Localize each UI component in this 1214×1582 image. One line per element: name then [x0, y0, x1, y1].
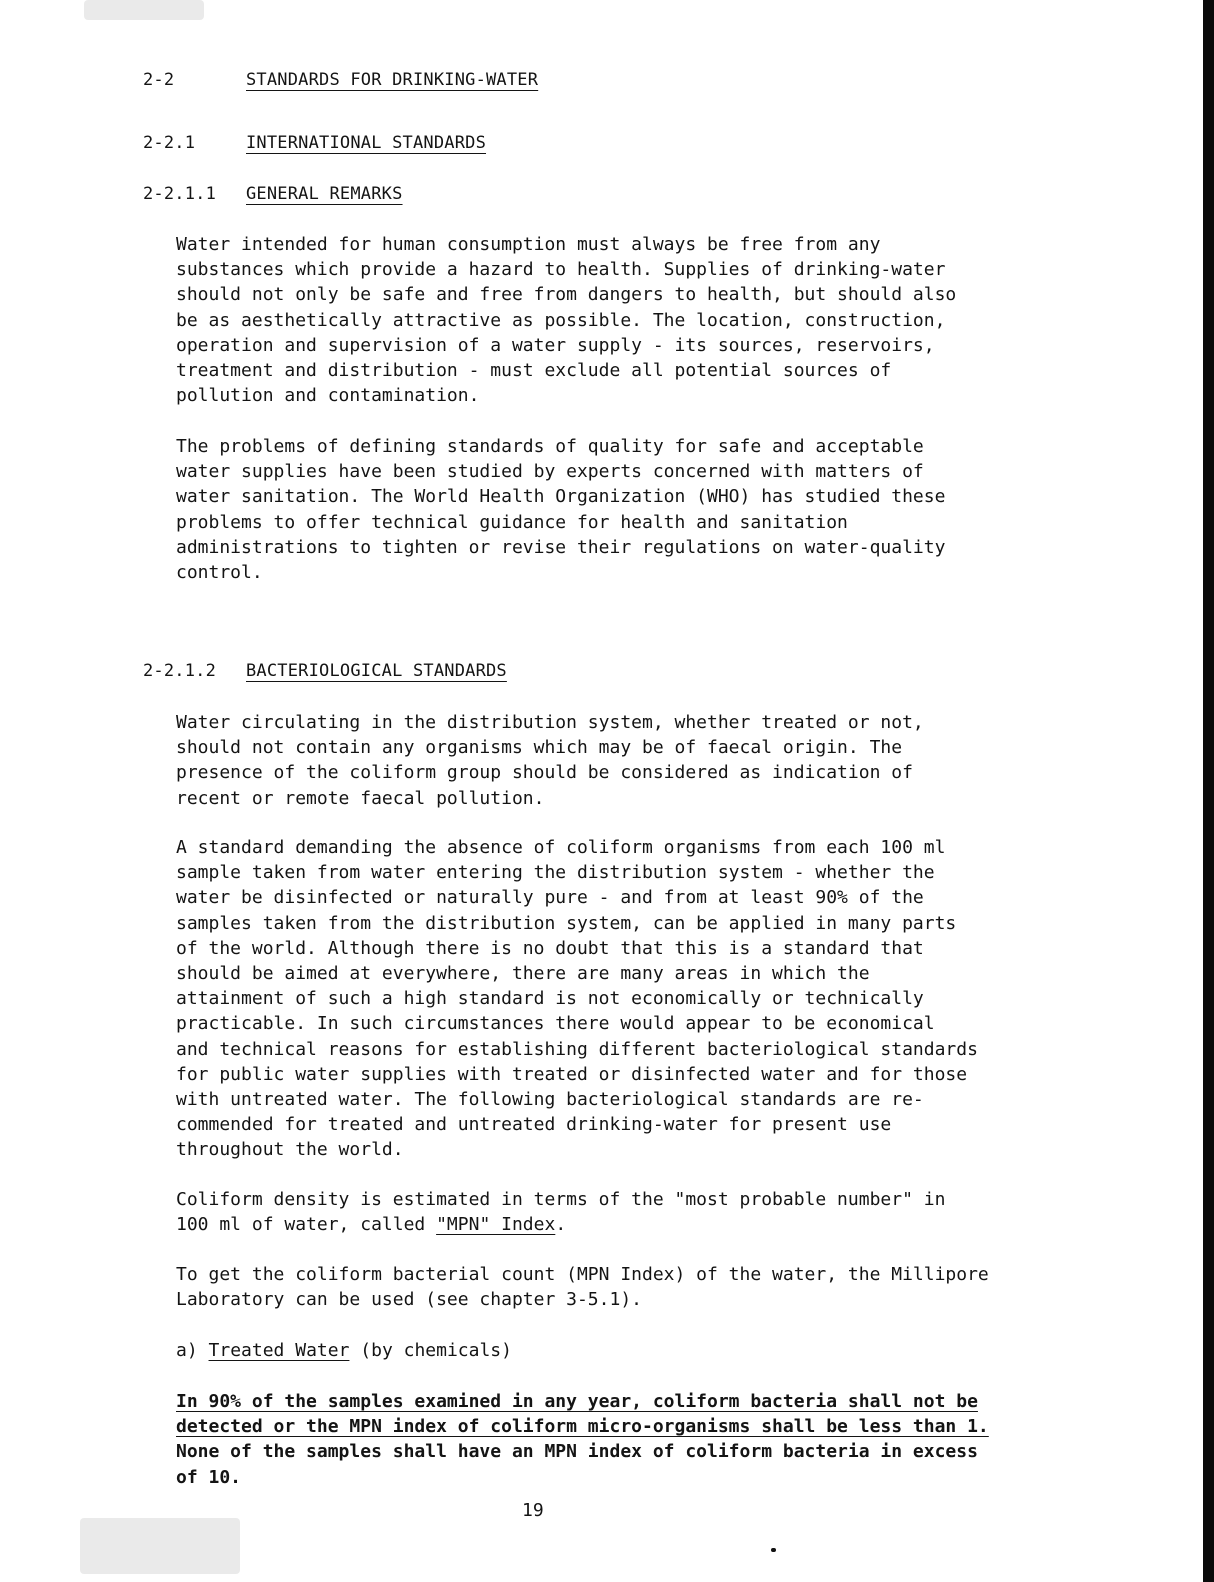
mpn-intro-text: Coliform density is estimated in terms of the "most probable number" in 100 ml of water, called: [176, 1189, 946, 1236]
treated-water-label: a): [176, 1340, 198, 1361]
general-remarks-paragraph-2: The problems of defining standards of quality for safe and acceptable water supplies have been studied by experts concerned with matters of water sanitation. The World Health Organization (WHO) has studied these problems to offer technical guidance for health and sanitation administrations to tighten or revise their regulations on water-quality control.: [176, 436, 946, 584]
treated-water-title: Treated Water: [208, 1340, 350, 1361]
general-remarks-number: 2-2.1.1: [143, 184, 217, 204]
general-remarks-title: GENERAL REMARKS: [246, 184, 403, 204]
subsection-title: INTERNATIONAL STANDARDS: [246, 133, 487, 153]
section-number: 2-2: [143, 70, 175, 90]
treated-requirement-underlined: In 90% of the samples examined in any year, coliform bacteria shall not be detected or the MPN index of coliform micro-organisms shall be less than 1.: [176, 1391, 989, 1438]
scan-edge-bar: [1203, 0, 1214, 1582]
bacteriological-paragraph-2: A standard demanding the absence of coliform organisms from each 100 ml sample taken from water entering the distribution system - whether the water be disinfected or naturally pure - and from at least 90% of the samples taken from the distribution system, can be applied in many parts of the world. Although there is no doubt that this is a standard that should be aimed at everywhere, there are many areas in which the attainment of such a high standard is not economically or technically practicable. In such circumstances there would appear to be economical and technical reasons for establishing different bacteriological standards for public water supplies with treated or disinfected water and for those with untreated water. The following bacteriological standards are re- commended for treated and untreated drinking-water for present use throughout the world.: [176, 837, 978, 1161]
scan-dot: [771, 1548, 776, 1552]
general-remarks-paragraph-1: Water intended for human consumption must always be free from any substances which provide a hazard to health. Supplies of drinking-water should not only be safe and free from dangers to health, but should also be as aesthetically attractive as possible. The location, construction, operation and supervision of a water supply - its sources, reservoirs, treatment and distribution - must exclude all potential sources of pollution and contamination.: [176, 234, 957, 407]
millipore-paragraph: To get the coliform bacterial count (MPN Index) of the water, the Millipore Laboratory can be used (see chapter 3-5.1).: [176, 1264, 989, 1311]
treated-requirement-rest: None of the samples shall have an MPN index of coliform bacteria in excess of 10.: [176, 1441, 978, 1488]
mpn-paragraph: [176, 1187, 1076, 1237]
treated-water-heading: [176, 1338, 1076, 1363]
treated-water-qualifier: (by chemicals): [360, 1340, 512, 1361]
section-title: STANDARDS FOR DRINKING-WATER: [246, 70, 539, 90]
bacteriological-number: 2-2.1.2: [143, 661, 217, 681]
bacteriological-title: BACTERIOLOGICAL STANDARDS: [246, 661, 507, 681]
page-number: 19: [522, 1500, 544, 1521]
treated-water-requirement: [176, 1389, 1076, 1490]
bacteriological-paragraph-1: Water circulating in the distribution system, whether treated or not, should not contain any organisms which may be of faecal origin. The presence of the coliform group should be considered as indication of recent or remote faecal pollution.: [176, 712, 924, 809]
mpn-end-text: .: [555, 1214, 567, 1236]
mpn-index-term: "MPN" Index: [436, 1214, 556, 1236]
subsection-number: 2-2.1: [143, 133, 196, 153]
